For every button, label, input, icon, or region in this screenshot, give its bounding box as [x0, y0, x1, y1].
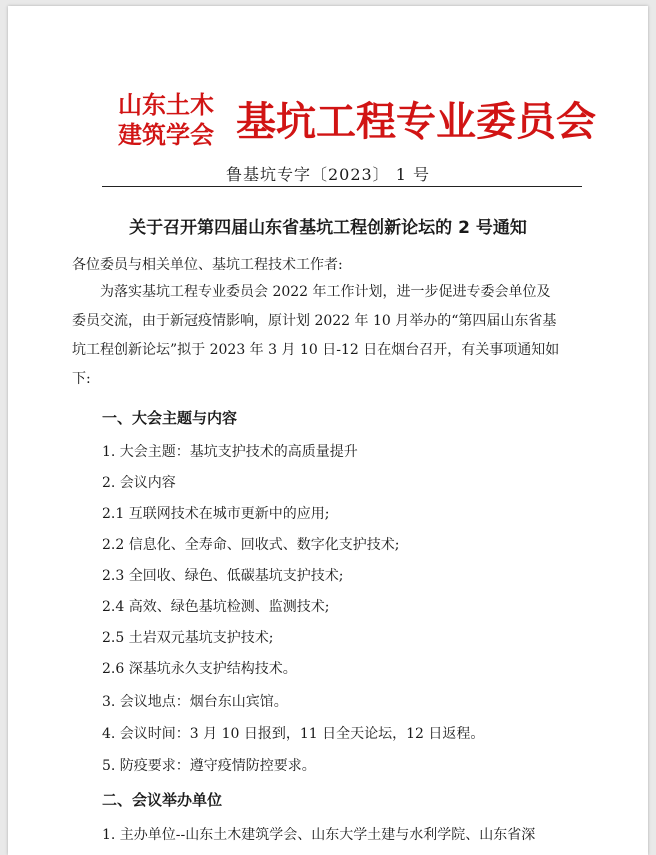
section-heading-organizers: 二、会议举办单位	[102, 791, 223, 809]
list-item: 2.4 高效、绿色基坑检测、监测技术;	[102, 599, 330, 615]
notice-title: 关于召开第四届山东省基坑工程创新论坛的 2 号通知	[129, 218, 527, 238]
intro-line: 为落实基坑工程专业委员会 2022 年工作计划，进一步促进专委会单位及	[100, 284, 551, 300]
list-item: 5. 防疫要求：遵守疫情防控要求。	[102, 758, 316, 774]
letterhead	[8, 90, 648, 156]
list-item: 1. 大会主题：基坑支护技术的高质量提升	[102, 444, 358, 460]
list-item: 2.6 深基坑永久支护结构技术。	[102, 661, 297, 677]
list-item: 2.3 全回收、绿色、低碳基坑支护技术;	[102, 568, 344, 584]
list-item: 1. 主办单位--山东土木建筑学会、山东大学土建与水利学院、山东省深	[102, 827, 536, 843]
document-page	[8, 6, 648, 855]
document-number: 鲁基坑专字〔2023〕 1 号	[225, 165, 431, 184]
society-name-line1: 山东土木	[118, 91, 214, 119]
list-item: 3. 会议地点：烟台东山宾馆。	[102, 694, 288, 710]
intro-line: 委员交流，由于新冠疫情影响，原计划 2022 年 10 月举办的“第四届山东省基	[72, 313, 557, 329]
list-item: 2.1 互联网技术在城市更新中的应用;	[102, 506, 330, 522]
list-item: 2.2 信息化、全寿命、回收式、数字化支护技术;	[102, 537, 400, 553]
header-divider	[102, 186, 582, 187]
committee-name: 基坑工程专业委员会	[236, 98, 596, 145]
society-name-line2: 建筑学会	[118, 121, 214, 149]
society-name	[118, 90, 238, 150]
intro-line: 下:	[72, 371, 91, 387]
salutation: 各位委员与相关单位、基坑工程技术工作者:	[72, 257, 343, 273]
list-item: 2. 会议内容	[102, 475, 176, 491]
list-item: 4. 会议时间：3 月 10 日报到，11 日全天论坛，12 日返程。	[102, 726, 485, 742]
intro-line: 坑工程创新论坛”拟于 2023 年 3 月 10 日-12 日在烟台召开，有关事项通知如	[72, 342, 560, 358]
intro-paragraph	[72, 278, 597, 394]
section-heading-topics: 一、大会主题与内容	[102, 409, 238, 427]
list-item: 2.5 土岩双元基坑支护技术;	[102, 630, 274, 646]
